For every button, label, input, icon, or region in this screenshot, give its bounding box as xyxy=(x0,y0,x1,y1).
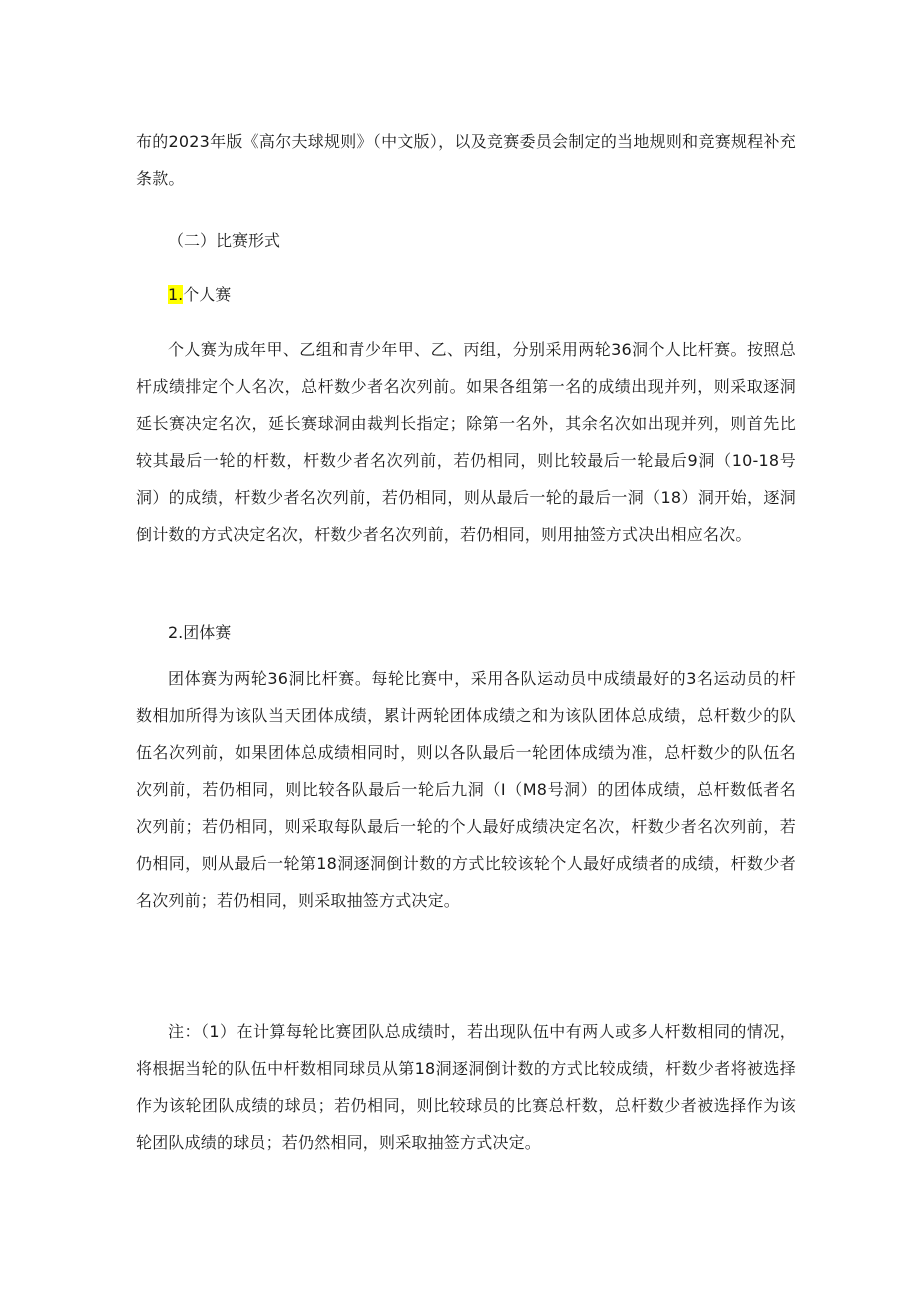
section-heading-format: （二）比赛形式 xyxy=(168,231,281,250)
subheading-team: 2.团体赛 xyxy=(168,623,232,642)
paragraph-note: 注：（1）在计算每轮比赛团队总成绩时，若出现队伍中有两人或多人杆数相同的情况，将根据当轮的队伍中杆数相同球员从第18洞逐洞倒计数的方式比较成绩，杆数少者将被选择作为该轮团队成绩的球员；若仍相同，则比较球员的比赛总杆数，总杆数少者被选择作为该轮团队成绩的球员；若仍然相同，则采取抽签方式决定。 xyxy=(136,1022,796,1152)
subheading-individual xyxy=(168,276,231,313)
paragraph-team-rules: 团体赛为两轮36洞比杆赛。每轮比赛中，采用各队运动员中成绩最好的3名运动员的杆数相加所得为该队当天团体成绩，累计两轮团体成绩之和为该队团体总成绩，总杆数少的队伍名次列前，如果团体总成绩相同时，则以各队最后一轮团体成绩为准，总杆数少的队伍名次列前，若仍相同，则比较各队最后一轮后九洞（I（M8号洞）的团体成绩，总杆数低者名次列前；若仍相同，则采取每队最后一轮的个人最好成绩决定名次，杆数少者名次列前，若仍相同，则从最后一轮第18洞逐洞倒计数的方式比较该轮个人最好成绩者的成绩，杆数少者名次列前；若仍相同，则采取抽签方式决定。 xyxy=(136,669,796,910)
paragraph-rules-source: 布的2023年版《高尔夫球规则》（中文版），以及竞赛委员会制定的当地规则和竞赛规程补充条款。 xyxy=(136,132,796,188)
subheading-individual-label: 个人赛 xyxy=(183,285,232,304)
highlighted-number: 1. xyxy=(168,285,184,304)
paragraph-individual-rules: 个人赛为成年甲、乙组和青少年甲、乙、丙组，分别采用两轮36洞个人比杆赛。按照总杆成绩排定个人名次，总杆数少者名次列前。如果各组第一名的成绩出现并列，则采取逐洞延长赛决定名次，延长赛球洞由裁判长指定；除第一名外，其余名次如出现并列，则首先比较其最后一轮的杆数，杆数少者名次列前，若仍相同，则比较最后一轮最后9洞（10-18号洞）的成绩，杆数少者名次列前，若仍相同，则从最后一轮的最后一洞（18）洞开始，逐洞倒计数的方式决定名次，杆数少者名次列前，若仍相同，则用抽签方式决出相应名次。 xyxy=(136,340,796,544)
